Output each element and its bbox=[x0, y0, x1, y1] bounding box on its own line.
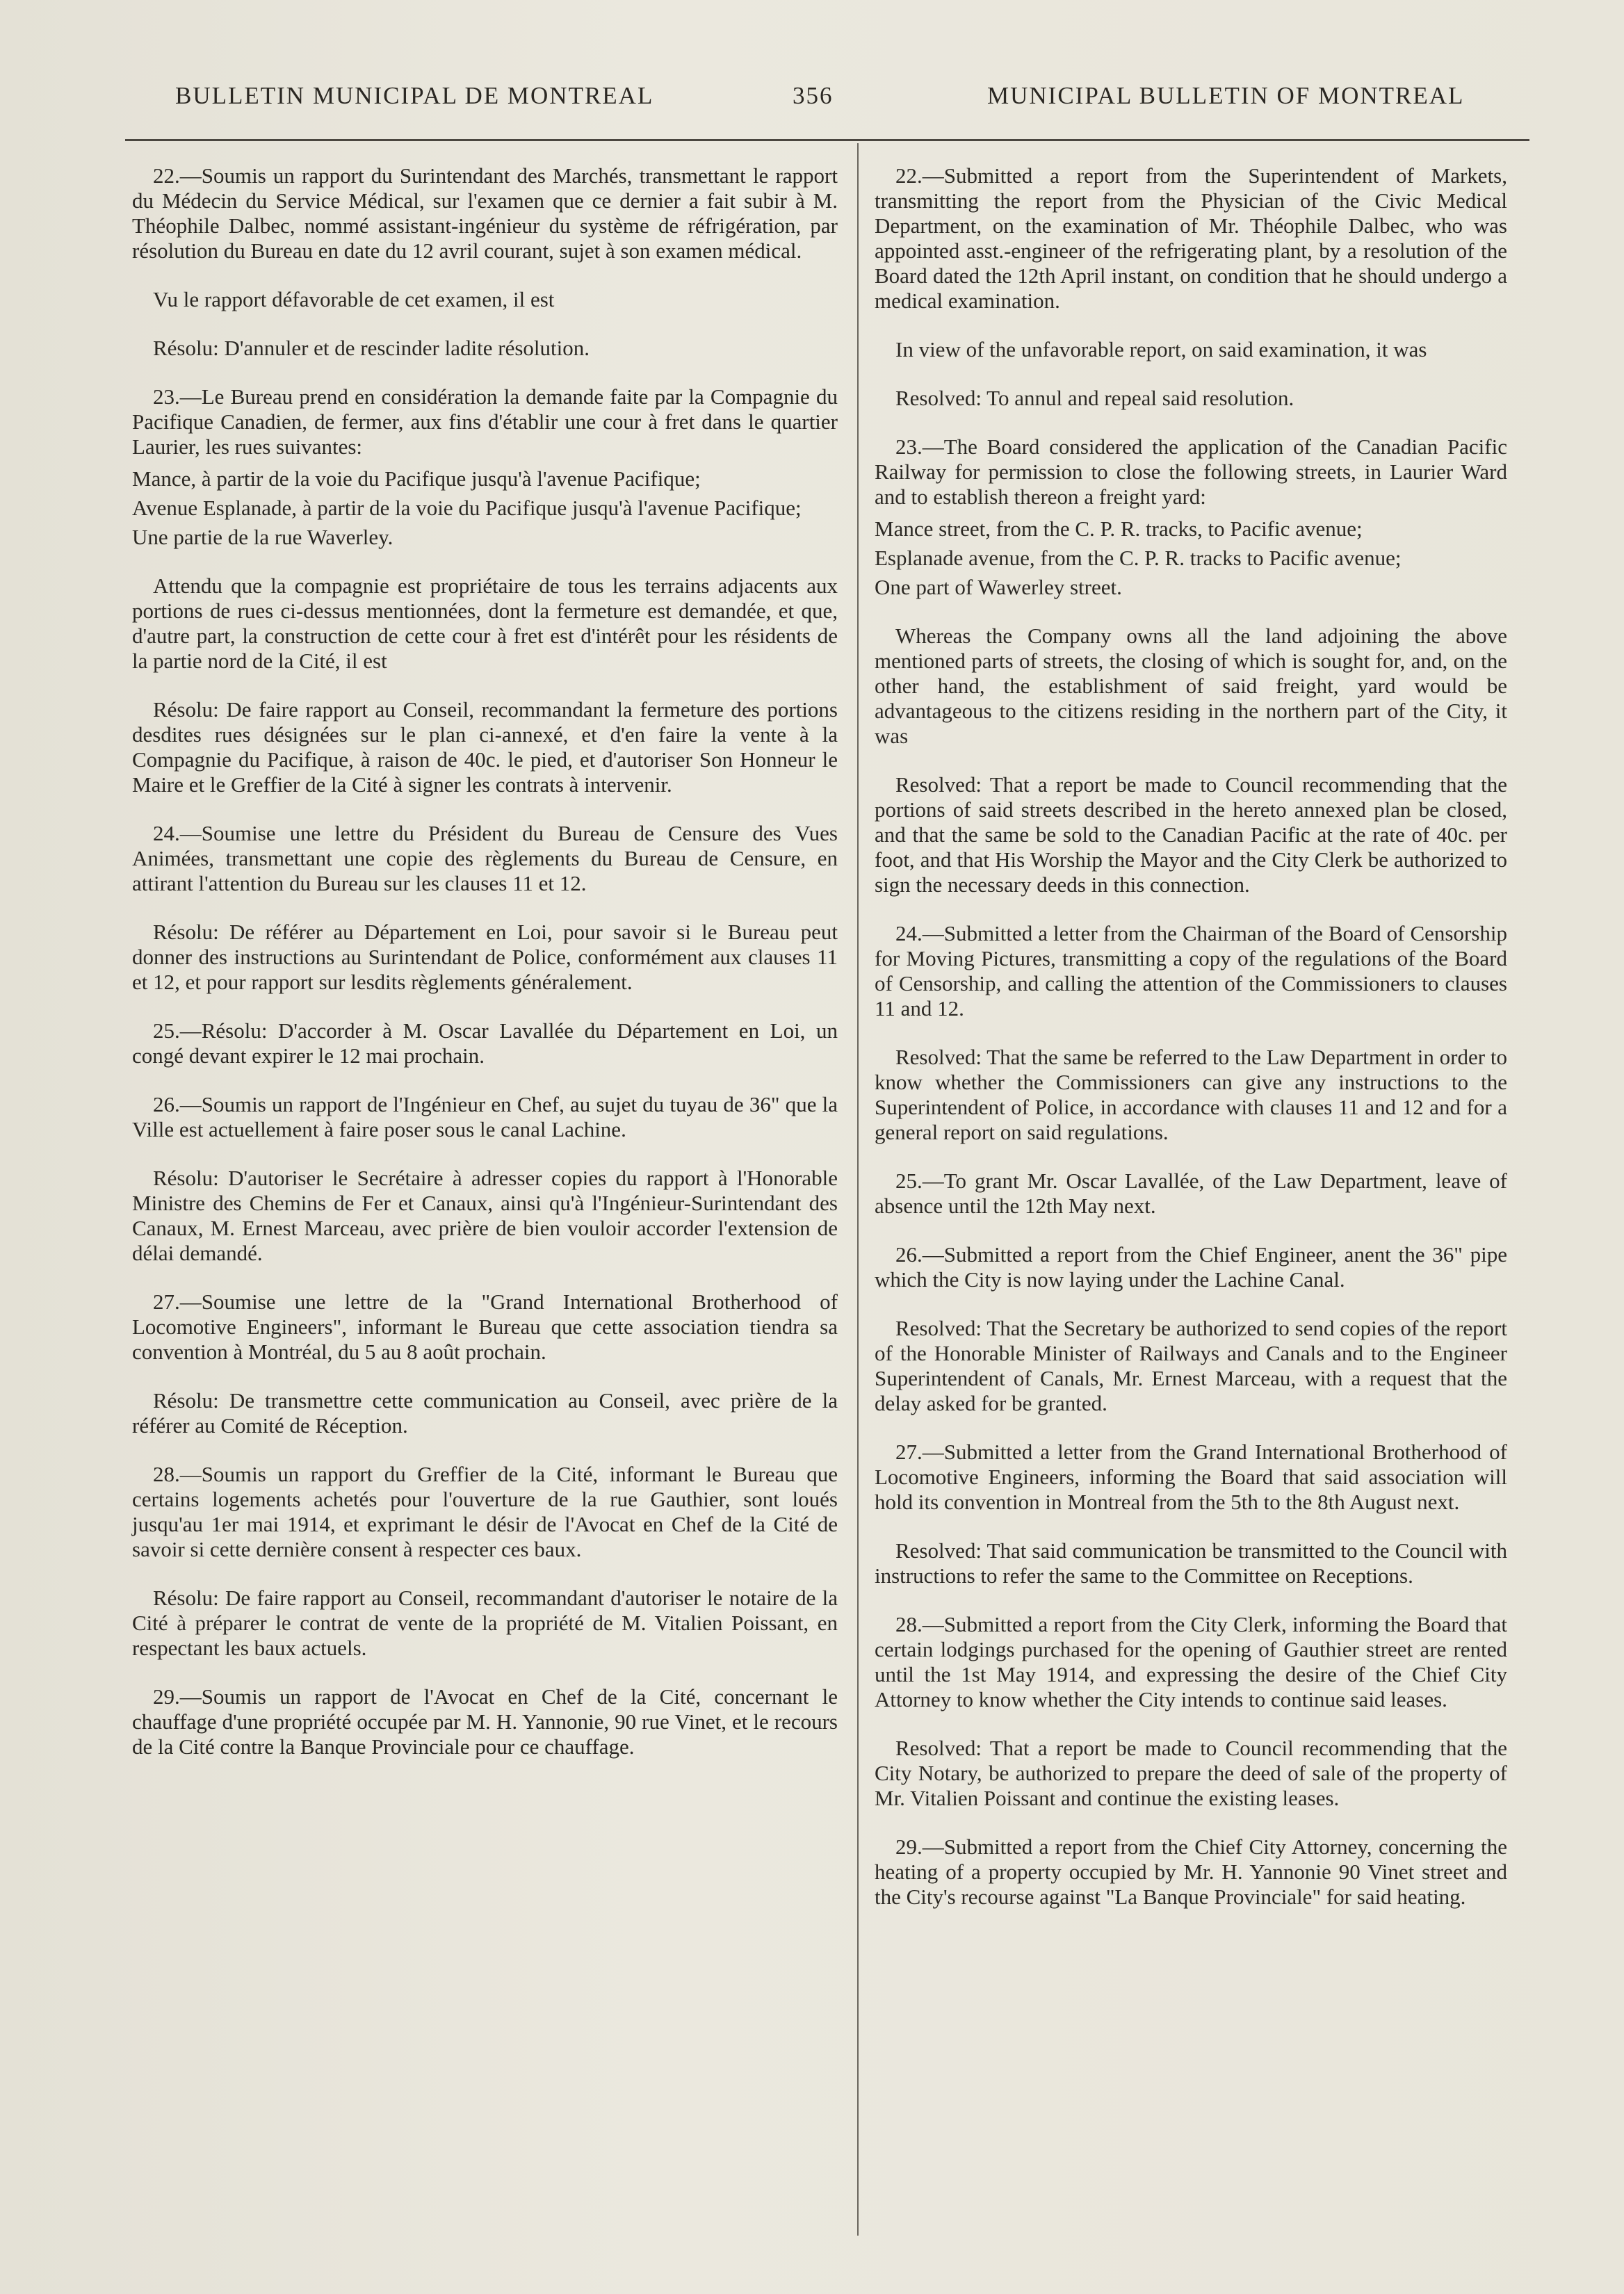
french-column bbox=[132, 163, 838, 1783]
item-24-fr: 24.—Soumise une lettre du Président du Bureau de Censure des Vues Animées, transmettant une copie des règlements du Bureau de Censure, en attirant l'attention du Bureau sur les clauses 11 et 12. bbox=[132, 821, 838, 895]
header-rule bbox=[125, 139, 1529, 141]
item-23-en-resolution: Resolved: That a report be made to Council recommending that the portions of said streets described in the hereto annexed plan be closed, and that the same be sold to the Canadian Pacific at the rate of 40c. per foot, and that His Worship the Mayor and the City Clerk be authorized to sign the necessary deeds in this connection. bbox=[875, 772, 1507, 897]
item-23-en-street-1: Mance street, from the C. P. R. tracks, to Pacific avenue; bbox=[875, 516, 1363, 541]
item-23-fr-street-1: Mance, à partir de la voie du Pacifique jusqu'à l'avenue Pacifique; bbox=[132, 466, 701, 491]
item-23-fr-whereas: Attendu que la compagnie est propriétaire de tous les terrains adjacents aux portions de rues ci-dessus mentionnées, dont la fermeture est demandée, et que, d'autre part, la construction de cette cour à fret est d'intérêt pour les résidents de la partie nord de la Cité, il est bbox=[132, 574, 838, 673]
item-27-en-resolution: Resolved: That said communication be transmitted to the Council with instructions to refer the same to the Committee on Receptions. bbox=[875, 1538, 1507, 1588]
item-23-en-street-2: Esplanade avenue, from the C. P. R. tracks to Pacific avenue; bbox=[875, 546, 1402, 570]
item-26-fr-resolution: Résolu: D'autoriser le Secrétaire à adresser copies du rapport à l'Honorable Ministre des Chemins de Fer et Canaux, ainsi qu'à l'Ingénieur-Surintendant des Canaux, M. Ernest Marceau, avec prière de bien vouloir accorder l'extension de délai demandé. bbox=[132, 1166, 838, 1265]
item-23-en: 23.—The Board considered the application of the Canadian Pacific Railway for permission to close the following streets, in Laurier Ward and to establish thereon a freight yard: bbox=[875, 434, 1507, 509]
item-24-en-resolution: Resolved: That the same be referred to the Law Department in order to know whether the Commissioners can give any instructions to the Superintendent of Police, in accordance with clauses 11 and 12 and for a general report on said regulations. bbox=[875, 1045, 1507, 1144]
column-divider bbox=[857, 143, 859, 2236]
page-number: 356 bbox=[793, 82, 834, 109]
item-22-fr-resolution: Résolu: D'annuler et de rescinder ladite résolution. bbox=[153, 336, 590, 360]
item-24-fr-resolution: Résolu: De référer au Département en Loi, pour savoir si le Bureau peut donner des instructions au Surintendant de Police, conformément aux clauses 11 et 12, et pour rapport sur lesdits règlements généralement. bbox=[132, 920, 838, 994]
header-title-english: MUNICIPAL BULLETIN OF MONTREAL bbox=[987, 82, 1465, 109]
running-header bbox=[0, 82, 1624, 124]
item-24-en: 24.—Submitted a letter from the Chairman of the Board of Censorship for Moving Pictures, transmitting a copy of the regulations of the Board of Censorship, and calling the attention of the Commissioners to clauses 11 and 12. bbox=[875, 921, 1507, 1020]
item-28-en: 28.—Submitted a report from the City Clerk, informing the Board that certain lodgings purchased for the opening of Gauthier street are rented until the 1st May 1914, and expressing the desire of the Chief City Attorney to know whether the City intends to continue said leases. bbox=[875, 1612, 1507, 1711]
item-29-fr: 29.—Soumis un rapport de l'Avocat en Chef de la Cité, concernant le chauffage d'une propriété occupée par M. H. Yannonie, 90 rue Vinet, et le recours de la Cité contre la Banque Provinciale pour ce chauffage. bbox=[132, 1684, 838, 1759]
item-23-fr-resolution: Résolu: De faire rapport au Conseil, recommandant la fermeture des portions desdites rues désignées sur le plan ci-annexé, et d'en faire la vente à la Compagnie du Pacifique, à raison de 40c. le pied, et d'autoriser Son Honneur le Maire et le Greffier de la Cité à signer les contrats à intervenir. bbox=[132, 697, 838, 797]
item-23-en-street-3: One part of Wawerley street. bbox=[875, 575, 1122, 599]
item-26-en-resolution: Resolved: That the Secretary be authorized to send copies of the report of the Honorable Minister of Railways and Canals and to the Engineer Superintendent of Canals, Mr. Ernest Marceau, with a request that the delay asked for be granted. bbox=[875, 1316, 1507, 1415]
item-28-fr-resolution: Résolu: De faire rapport au Conseil, recommandant d'autoriser le notaire de la Cité à préparer le contrat de vente de la propriété de M. Vitalien Poissant, en respectant les baux actuels. bbox=[132, 1586, 838, 1660]
item-28-en-resolution: Resolved: That a report be made to Council recommending that the City Notary, be authorized to prepare the deed of sale of the property of Mr. Vitalien Poissant and continue the existing leases. bbox=[875, 1736, 1507, 1810]
item-26-en: 26.—Submitted a report from the Chief Engineer, anent the 36" pipe which the City is now laying under the Lachine Canal. bbox=[875, 1242, 1507, 1292]
item-27-fr: 27.—Soumise une lettre de la "Grand International Brotherhood of Locomotive Engineers", informant le Bureau que cette association tiendra sa convention à Montréal, du 5 au 8 août prochain. bbox=[132, 1290, 838, 1364]
item-22-fr-considering: Vu le rapport défavorable de cet examen, il est bbox=[153, 287, 555, 311]
item-28-fr: 28.—Soumis un rapport du Greffier de la Cité, informant le Bureau que certains logements achetés pour l'ouverture de la rue Gauthier, sont loués jusqu'au 1er mai 1914, et exprimant le désir de l'Avocat en Chef de la Cité de savoir si cette dernière consent à respecter ces baux. bbox=[132, 1462, 838, 1561]
header-title-french: BULLETIN MUNICIPAL DE MONTREAL bbox=[175, 82, 654, 109]
item-25-fr: 25.—Résolu: D'accorder à M. Oscar Lavallée du Département en Loi, un congé devant expirer le 12 mai prochain. bbox=[132, 1018, 838, 1068]
item-23-fr-street-2: Avenue Esplanade, à partir de la voie du Pacifique jusqu'à l'avenue Pacifique; bbox=[132, 496, 802, 520]
item-29-en: 29.—Submitted a report from the Chief City Attorney, concerning the heating of a property occupied by Mr. H. Yannonie 90 Vinet street and the City's recourse against "La Banque Provinciale" for said heating. bbox=[875, 1835, 1507, 1909]
item-25-en: 25.—To grant Mr. Oscar Lavallée, of the Law Department, leave of absence until the 12th May next. bbox=[875, 1169, 1507, 1218]
item-22-en-resolution: Resolved: To annul and repeal said resolution. bbox=[895, 386, 1294, 410]
item-22-en-considering: In view of the unfavorable report, on said examination, it was bbox=[895, 337, 1427, 361]
item-26-fr: 26.—Soumis un rapport de l'Ingénieur en Chef, au sujet du tuyau de 36" que la Ville est actuellement à faire poser sous le canal Lachine. bbox=[132, 1092, 838, 1141]
item-22-fr: 22.—Soumis un rapport du Surintendant des Marchés, transmettant le rapport du Médecin du Service Médical, sur l'examen que ce dernier a fait subir à M. Théophile Dalbec, nommé assistant-ingénieur du système de réfrigération, par résolution du Bureau en date du 12 avril courant, sujet à son examen médical. bbox=[132, 163, 838, 263]
item-22-en: 22.—Submitted a report from the Superintendent of Markets, transmitting the report from the Physician of the Civic Medical Department, on the examination of Mr. Théophile Dalbec, who was appointed asst.-engineer of the refrigerating plant, by a resolution of the Board dated the 12th April instant, on condition that he should undergo a medical examination. bbox=[875, 163, 1507, 313]
item-27-en: 27.—Submitted a letter from the Grand International Brotherhood of Locomotive Engineers, informing the Board that said association will hold its convention in Montreal from the 5th to the 8th August next. bbox=[875, 1440, 1507, 1514]
item-23-fr: 23.—Le Bureau prend en considération la demande faite par la Compagnie du Pacifique Canadien, de fermer, aux fins d'établir une cour à fret dans le quartier Laurier, les rues suivantes: bbox=[132, 384, 838, 459]
item-23-fr-street-3: Une partie de la rue Waverley. bbox=[132, 525, 393, 549]
item-27-fr-resolution: Résolu: De transmettre cette communication au Conseil, avec prière de la référer au Comité de Réception. bbox=[132, 1388, 838, 1438]
english-column bbox=[875, 163, 1507, 1933]
item-23-en-whereas: Whereas the Company owns all the land adjoining the above mentioned parts of streets, the closing of which is sought for, and, on the other hand, the establishment of said freight, yard would be advantageous to the citizens residing in the northern part of the City, it was bbox=[875, 624, 1507, 748]
